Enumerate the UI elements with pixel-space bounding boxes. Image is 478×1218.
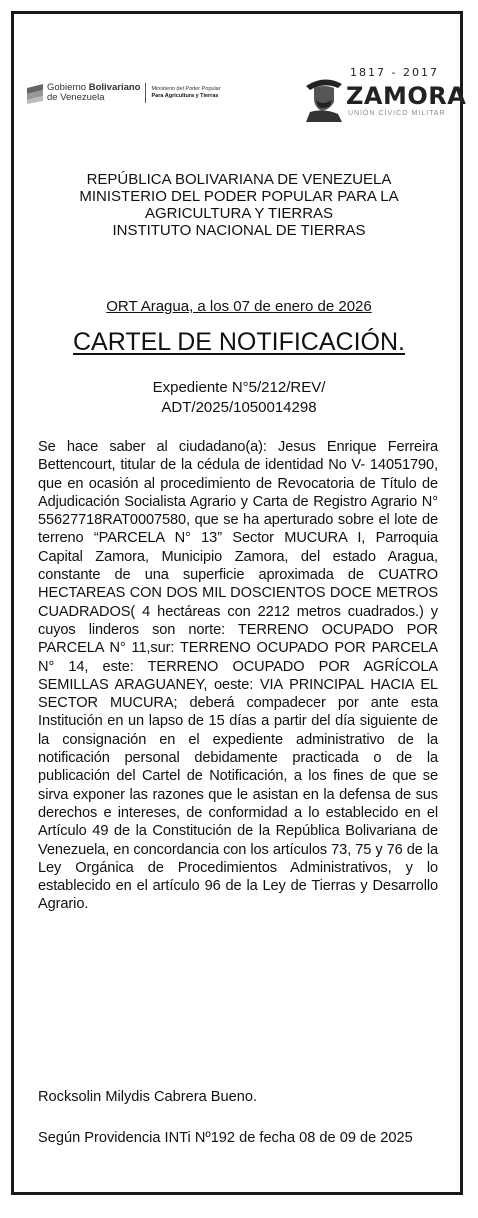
government-name	[47, 83, 140, 103]
venezuela-flag-icon	[26, 82, 44, 104]
page-title	[30, 326, 448, 358]
expediente-line-2: ADT/2025/1050014298	[161, 399, 317, 416]
header-line-4: INSTITUTO NACIONAL DE TIERRAS	[112, 222, 366, 239]
logo-bar	[16, 62, 467, 132]
expediente-line-1: Expediente N°5/212/REV/	[152, 379, 326, 396]
header-line-1: REPÚBLICA BOLIVARIANA DE VENEZUELA	[86, 171, 392, 188]
institution-header	[30, 171, 448, 239]
ministry-line1: Ministerio del Poder Popular	[151, 86, 221, 92]
zamora-subtitle: UNIÓN CÍVICO MILITAR	[348, 110, 446, 117]
ministry-line2: Para Agricultura y Tierras	[151, 93, 219, 99]
ministry-name	[151, 86, 220, 100]
zamora-wordmark: ZAMORA	[346, 82, 467, 110]
gov-line1-prefix: Gobierno	[47, 82, 89, 93]
date-text: ORT Aragua, a los 07 de enero de 2026	[106, 298, 372, 315]
expediente-number	[30, 378, 448, 418]
gov-line2: de Venezuela	[47, 92, 105, 103]
gov-line1-bold: Bolivariano	[88, 82, 141, 93]
zamora-years: 1817 - 2017	[350, 66, 439, 79]
zamora-portrait-icon	[302, 72, 346, 122]
header-line-2: MINISTERIO DEL PODER POPULAR PARA LA	[79, 188, 399, 205]
notification-body: Se hace saber al ciudadano(a): Jesus Enrique Ferreira Bettencourt, titular de la cédula de identidad No V- 14051790, que en ocasión al procedimiento de Revocatoria de Título de Adjudicación Socialista Agrario y Carta de Registro Agrario N° 55627718RAT0007580, que se ha aperturado sobre el lote de terreno “PARCELA N° 13” Sector MUCURA I, Parroquia Capital Zamora, Municipio Zamora, del estado Aragua, constante de una superficie aproximada de CUATRO HECTAREAS CON DOS MIL DOSCIENTOS DOCE METROS CUADRADOS( 4 hectáreas con 2212 metros cuadrados.) y cuyos linderos son norte: TERRENO OCUPADO POR PARCELA N° 11,sur: TERRENO OCUPADO POR PARCELA N° 14, este: TERRENO OCUPADO POR AGRÍCOLA SEMILLAS ARAGUANEY, oeste: VIA PRINCIPAL HACIA EL SECTOR MUCURA; deberá compadecer por ante esta Institución en un lapso de 15 días a partir del día siguiente de la consignación en el expediente administrativo de la notificación personal debidamente practicada o de la publicación del Cartel de Notificación, a los fines de que se sirva exponer las razones que le asistan en la defensa de sus derechos e intereses, de conformidad a lo establecido en el Artículo 49 de la Constitución de la República Bolivariana de Venezuela, en concordancia con los artículos 73, 75 y 76 de la Ley Orgánica de Procedimientos Administrativos, y lo establecido en el artículo 96 de la Ley de Tierras y Desarrollo Agrario.	[38, 439, 438, 913]
providencia-reference: Según Providencia INTi Nº192 de fecha 08 de 09 de 2025	[38, 1130, 413, 1146]
zamora-logo	[302, 66, 467, 126]
title-text: CARTEL DE NOTIFICACIÓN.	[73, 328, 405, 356]
logo-divider	[145, 83, 146, 103]
date-line	[30, 298, 448, 315]
header-line-3: AGRICULTURA Y TIERRAS	[144, 205, 334, 222]
government-logo	[26, 82, 221, 104]
signer-name: Rocksolin Milydis Cabrera Bueno.	[38, 1089, 257, 1105]
